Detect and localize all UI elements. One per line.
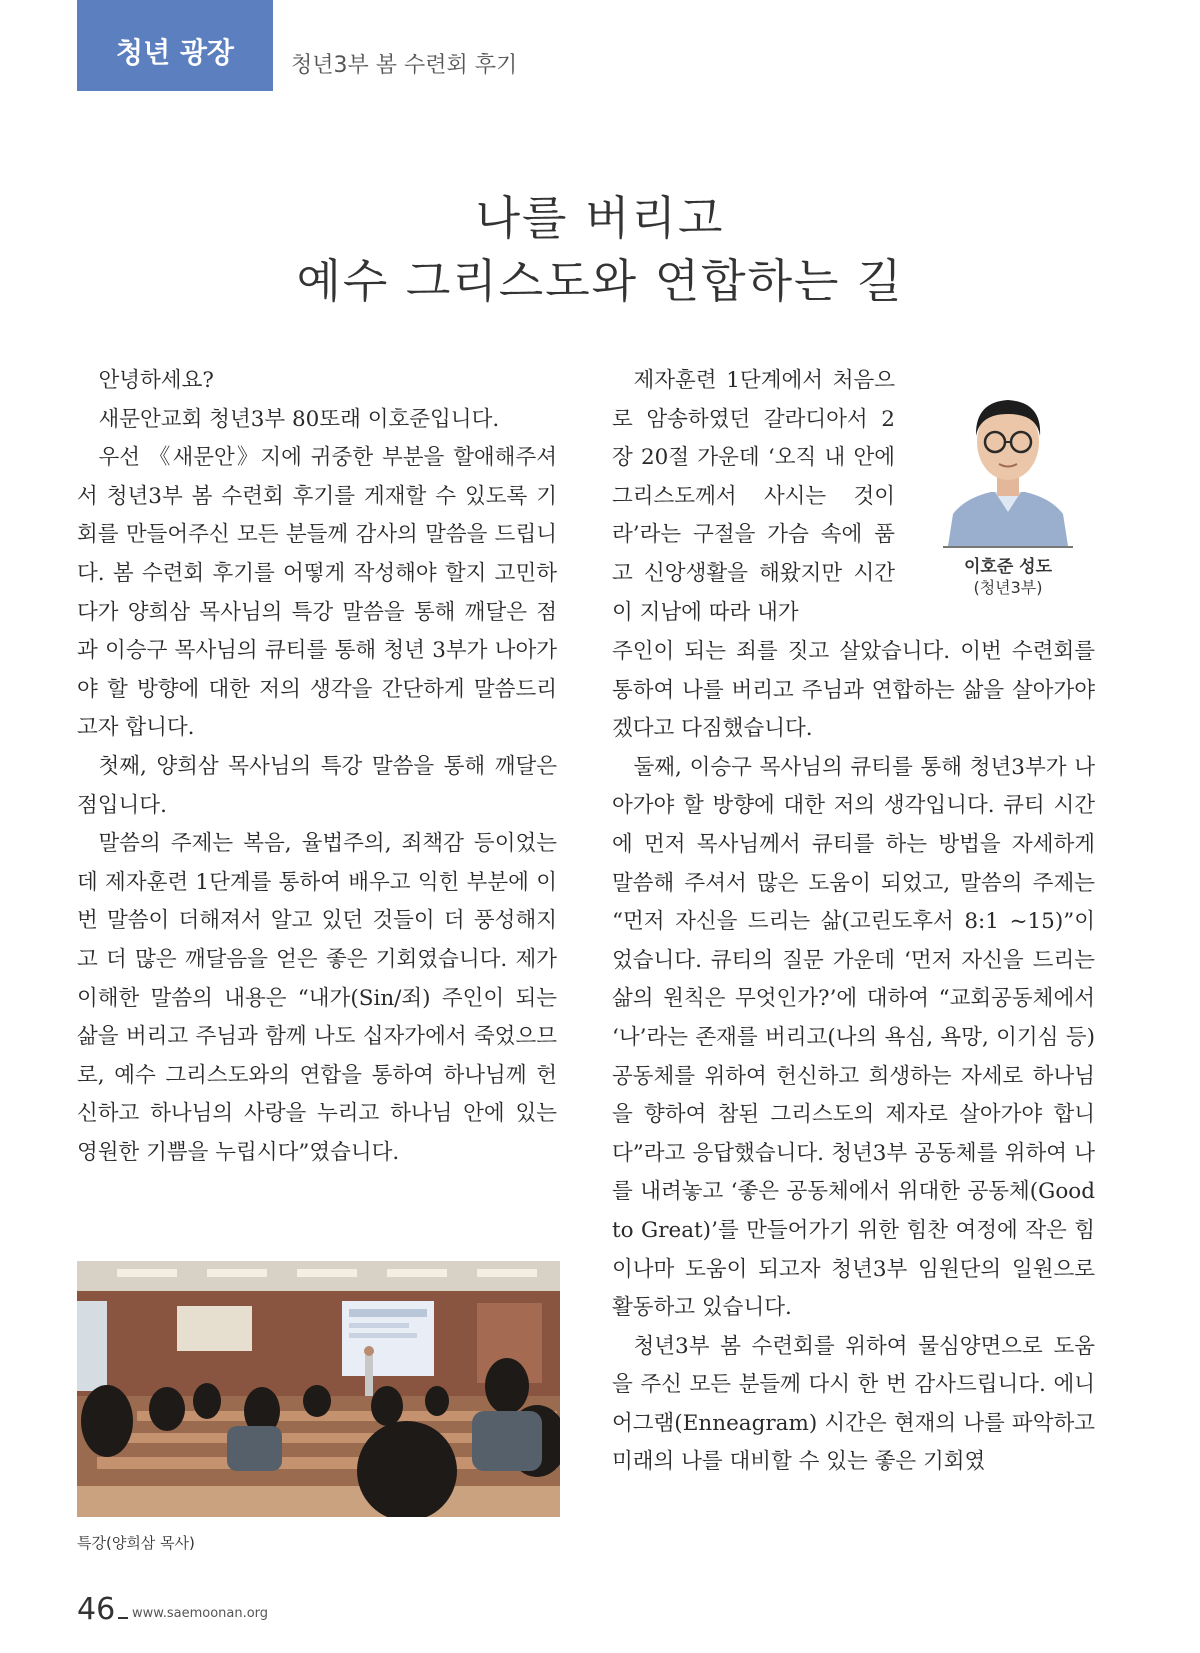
paragraph: 청년3부 봄 수련회를 위하여 물심양면으로 도움을 주신 모든 분들께 다시 한 번 감사드립니다. 에니어그램(Enneagram) 시간은 현재의 나를 파악하고 미래의 나를 대비할 수 있는 좋은 기회였 xyxy=(612,1333,1095,1475)
lecture-photo xyxy=(77,1261,560,1517)
article-title-line1: 나를 버리고 xyxy=(475,191,725,245)
paragraph: 제자훈련 1단계에서 처음으로 암송하였던 갈라디아서 2장 20절 가운데 ‘오직 내 안에 그리스도께서 사시는 것이라’라는 구절을 가슴 속에 품고 신앙생활을 해왔지만 시간이 지남에 따라 내가 xyxy=(612,368,895,625)
paragraph: 주인이 되는 죄를 짓고 살았습니다. 이번 수련회를 통하여 나를 버리고 주님과 연합하는 삶을 살아가야겠다고 다짐했습니다. xyxy=(612,639,1095,742)
paragraph: 우선 《새문안》지에 귀중한 부분을 할애해주셔서 청년3부 봄 수련회 후기를 게재할 수 있도록 기회를 만들어주신 모든 분들께 감사의 말씀을 드립니다. 봄 수련회 후기를 어떻게 작성해야 할지 고민하다가 양희삼 목사님의 특강 말씀을 통해 깨달은 점과 이승구 목사님의 큐티를 통해 청년 3부가 나아가야 할 방향에 대한 저의 생각을 간단하게 말씀드리고자 합니다. xyxy=(77,445,557,741)
right-column-top xyxy=(612,362,895,632)
author-portrait xyxy=(943,376,1073,546)
paragraph: 안녕하세요? xyxy=(98,368,214,393)
right-column xyxy=(612,633,1095,1482)
site-url: www.saemoonan.org xyxy=(132,1606,269,1621)
author-affiliation: (청년3부) xyxy=(973,578,1043,597)
photo-caption: 특강(양희삼 목사) xyxy=(77,1534,195,1552)
portrait-divider xyxy=(943,546,1073,548)
section-tab: 청년 광장 xyxy=(77,0,273,91)
author-name: 이호준 성도 xyxy=(963,557,1053,577)
paragraph: 말씀의 주제는 복음, 율법주의, 죄책감 등이었는데 제자훈련 1단계를 통하여 배우고 익힌 부분에 이번 말씀이 더해져서 알고 있던 것들이 더 풍성해지고 더 많은 깨달음을 얻은 좋은 기회였습니다. 제가 이해한 말씀의 내용은 “내가(Sin/죄) 주인이 되는 삶을 버리고 주님과 함께 나도 십자가에서 죽었으므로, 예수 그리스도와의 연합을 통하여 하나님께 헌신하고 하나님의 사랑을 누리고 하나님 안에 있는 영원한 기쁨을 누립시다”였습니다. xyxy=(77,831,557,1165)
paragraph: 첫째, 양희삼 목사님의 특강 말씀을 통해 깨달은 점입니다. xyxy=(77,753,557,818)
paragraph: 둘째, 이승구 목사님의 큐티를 통해 청년3부가 나아가야 할 방향에 대한 저의 생각입니다. 큐티 시간에 먼저 목사님께서 큐티를 하는 방법을 자세하게 말씀해 주셔서 많은 도움이 되었고, 말씀의 주제는 “먼저 자신을 드리는 삶(고린도후서 8:1 ~15)”이었습니다. 큐티의 질문 가운데 ‘먼저 자신을 드리는 삶의 원칙은 무엇인가?’에 대하여 “교회공동체에서 ‘나’라는 존재를 버리고(나의 욕심, 욕망, 이기심 등) 공동체를 위하여 헌신하고 희생하는 자세로 하나님을 향하여 참된 그리스도의 제자로 살아가야 합니다”라고 응답했습니다. 청년3부 공동체를 위하여 나를 내려놓고 ‘좋은 공동체에서 위대한 공동체(Good to Great)’를 만들어가기 위한 힘찬 여정에 작은 힘이나마 도움이 되고자 청년3부 임원단의 일원으로 활동하고 있습니다. xyxy=(612,754,1095,1321)
article-title-line2: 예수 그리스도와 연합하는 길 xyxy=(296,254,904,308)
paragraph: 새문안교회 청년3부 80또래 이호준입니다. xyxy=(98,406,500,432)
left-column xyxy=(77,362,557,1172)
footer-dash xyxy=(118,1617,128,1619)
page-number: 46 xyxy=(77,1592,116,1627)
section-subtitle: 청년3부 봄 수련회 후기 xyxy=(291,53,518,78)
